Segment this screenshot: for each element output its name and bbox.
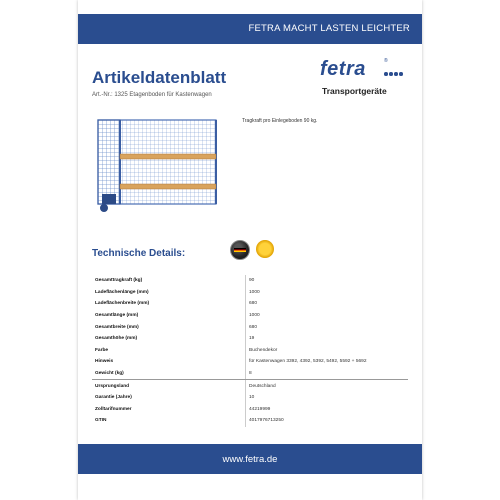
detail-value: 8	[245, 368, 408, 380]
detail-row	[92, 379, 408, 392]
detail-row	[92, 275, 408, 287]
detail-value: Buchendekor	[245, 345, 408, 357]
logo-tagline: Transportgeräte	[322, 86, 387, 96]
detail-row	[92, 368, 408, 380]
detail-value: 4017976713250	[245, 415, 408, 427]
detail-value: 19	[245, 333, 408, 345]
footer-url[interactable]: www.fetra.de	[222, 454, 278, 465]
detail-value: 90	[245, 275, 408, 287]
detail-label: Gewicht (kg)	[95, 371, 124, 377]
header-slogan: FETRA MACHT LASTEN LEICHTER	[248, 23, 410, 34]
article-number: Art.-Nr.: 1325 Etagenboden für Kastenwagen	[92, 92, 212, 98]
detail-row	[92, 404, 408, 416]
detail-value: 1000	[245, 310, 408, 322]
detail-row	[92, 310, 408, 322]
datasheet-page	[78, 0, 422, 500]
detail-label: GTIN	[95, 418, 107, 424]
detail-row	[92, 333, 408, 345]
detail-row	[92, 356, 408, 368]
section-title-technical-details: Technische Details:	[92, 248, 186, 259]
detail-value: Deutschland	[245, 380, 408, 392]
detail-value: 44219999	[245, 404, 408, 416]
detail-row	[92, 415, 408, 427]
logo-word: fetra	[320, 58, 366, 80]
technical-details-table	[92, 275, 408, 427]
detail-label: Gesamtlänge (mm)	[95, 313, 139, 319]
detail-label: Ursprungsland	[95, 383, 130, 389]
header-bar	[78, 14, 422, 44]
detail-label: Ladeflächenbreite (mm)	[95, 301, 150, 307]
detail-label: Ladeflächenlänge (mm)	[95, 289, 149, 295]
detail-row	[92, 321, 408, 333]
detail-label: Gesamttragkraft (kg)	[95, 278, 143, 284]
detail-value: 680	[245, 321, 408, 333]
product-caption: Tragkraft pro Einlegeboden 90 kg.	[242, 118, 318, 124]
page-title: Artikeldatenblatt	[92, 68, 227, 87]
detail-value: 680	[245, 298, 408, 310]
logo-registered-mark: ®	[384, 58, 388, 64]
footer-bar	[78, 444, 422, 474]
detail-value: für Kastenwagen 3392, 4392, 5392, 5492, 5592 + 5692	[245, 356, 408, 368]
warranty-badge-icon	[256, 240, 274, 258]
detail-row	[92, 392, 408, 404]
made-in-germany-badge-icon	[230, 240, 250, 260]
detail-label: Zolltarifnummer	[95, 406, 132, 412]
detail-label: Gesamthöhe (mm)	[95, 336, 138, 342]
detail-label: Garantie (Jahre)	[95, 395, 132, 401]
badge-group	[230, 240, 274, 260]
product-image	[94, 116, 224, 216]
detail-value: 10	[245, 392, 408, 404]
detail-label: Farbe	[95, 347, 109, 353]
detail-label: Hinweis	[95, 359, 114, 365]
logo-dots-icon	[384, 72, 403, 76]
detail-row	[92, 287, 408, 299]
fetra-logo	[320, 58, 410, 102]
detail-row	[92, 345, 408, 357]
detail-label: Gesamtbreite (mm)	[95, 324, 139, 330]
detail-value: 1000	[245, 287, 408, 299]
detail-row	[92, 298, 408, 310]
